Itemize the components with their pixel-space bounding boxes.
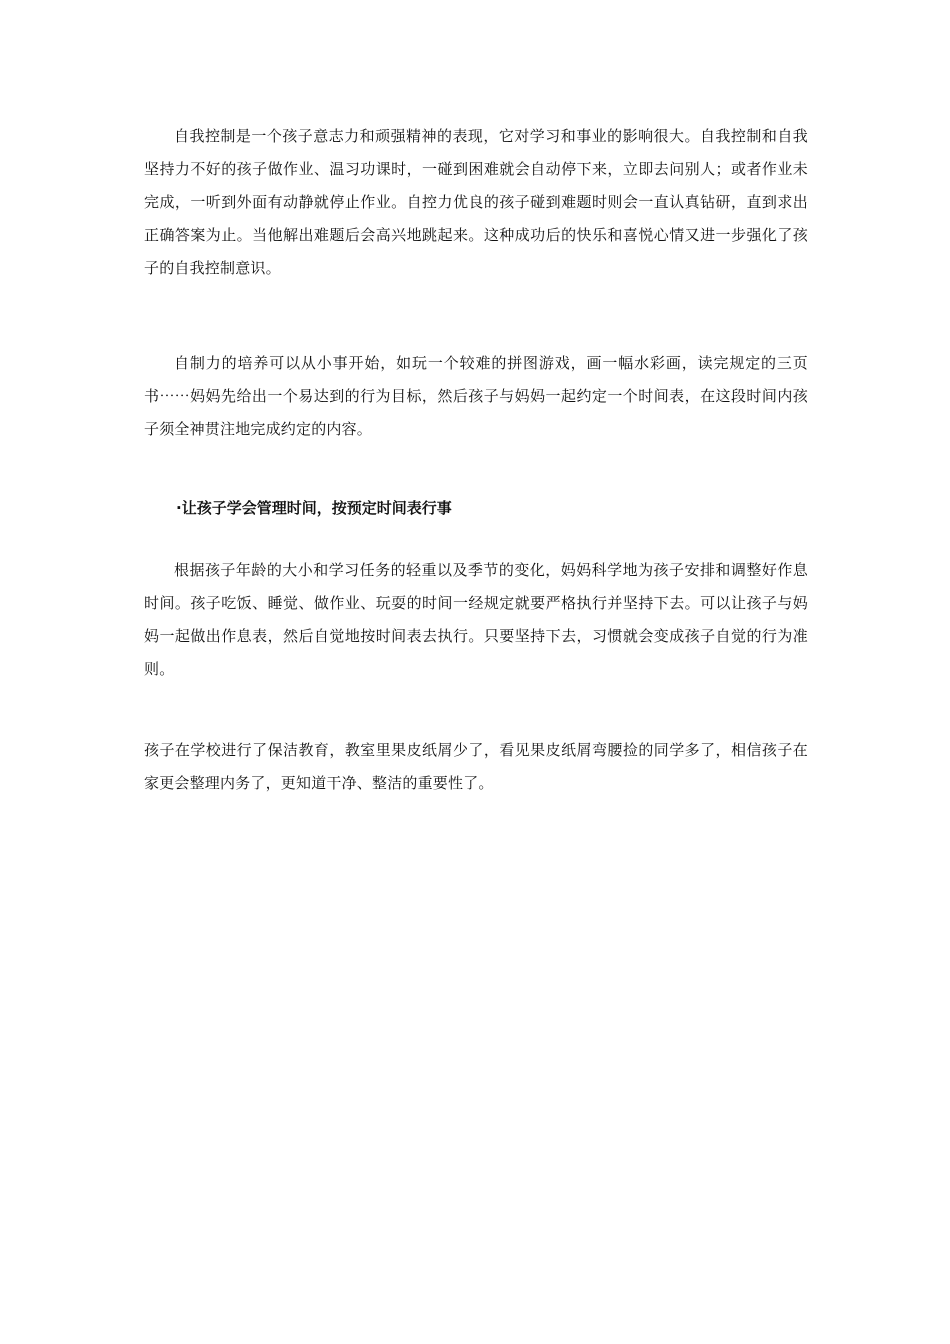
- section-heading-time-management: ·让孩子学会管理时间，按预定时间表行事: [176, 499, 452, 517]
- paragraph-self-control: 自我控制是一个孩子意志力和顽强精神的表现，它对学习和事业的影响很大。自我控制和自我坚持力不好的孩子做作业、温习功课时，一碰到困难就会自动停下来，立即去问别人；或者作业未完成，一听到外面有动静就停止作业。自控力优良的孩子碰到难题时则会一直认真钻研，直到求出正确答案为止。当他解出难题后会高兴地跳起来。这种成功后的快乐和喜悦心情又进一步强化了孩子的自我控制意识。: [144, 127, 808, 277]
- paragraph-cleanliness: 孩子在学校进行了保洁教育，教室里果皮纸屑少了，看见果皮纸屑弯腰捡的同学多了，相信孩子在家更会整理内务了，更知道干净、整洁的重要性了。: [144, 741, 808, 792]
- paragraph-self-discipline-training: 自制力的培养可以从小事开始，如玩一个较难的拼图游戏，画一幅水彩画，读完规定的三页书⋯⋯妈妈先给出一个易达到的行为目标，然后孩子与妈妈一起约定一个时间表，在这段时间内孩子须全神贯注地完成约定的内容。: [144, 354, 808, 438]
- paragraph-schedule: 根据孩子年龄的大小和学习任务的轻重以及季节的变化，妈妈科学地为孩子安排和调整好作息时间。孩子吃饭、睡觉、做作业、玩耍的时间一经规定就要严格执行并坚持下去。可以让孩子与妈妈一起做出作息表，然后自觉地按时间表去执行。只要坚持下去，习惯就会变成孩子自觉的行为准则。: [144, 561, 808, 678]
